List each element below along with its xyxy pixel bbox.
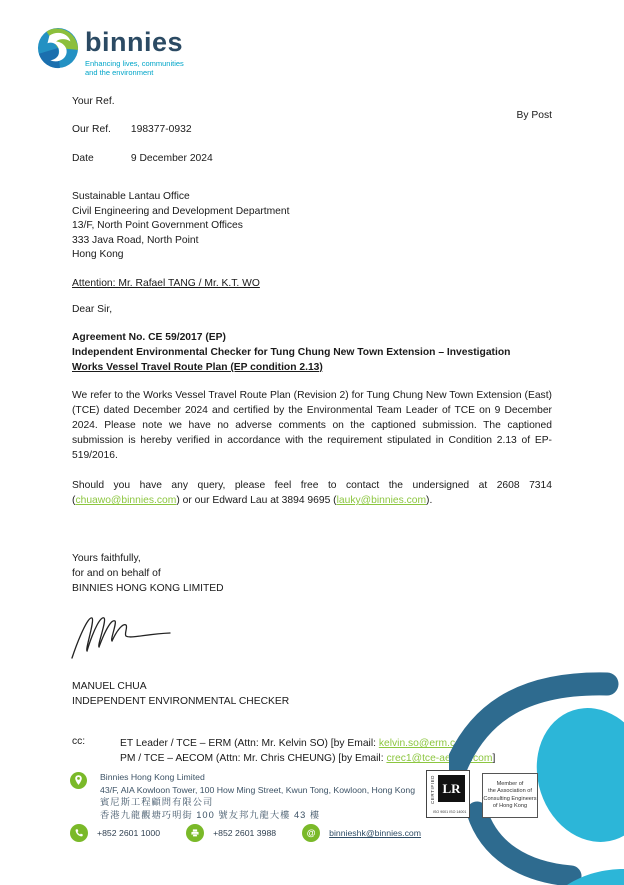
recipient-line: 13/F, North Point Government Offices [72, 220, 243, 232]
lr-iso-text: ISO 9001 ISO 14001 [433, 810, 467, 814]
body-paragraph-1: We refer to the Works Vessel Travel Route Plan (Revision 2) for Tung Chung New Town Extension (East) (TCE) dated December 2024 and certified by the Environmental Team Leader of TCE on 9 December 2024. Please note we have no adverse comments on the captioned submission. The captioned submission is hereby verified in accordance with the requirement stipulated in Condition 2.13 of EP-519/2016. [72, 390, 552, 462]
at-icon: @ [302, 824, 320, 842]
cc-text: ] [469, 738, 473, 749]
para2-text: Should you have any query, please feel free to contact the undersigned at 2608 7314 ( [72, 480, 552, 507]
email-contact [302, 824, 421, 842]
location-pin-icon [70, 772, 87, 792]
ace-member-mark [482, 773, 538, 818]
signer-title: INDEPENDENT ENVIRONMENTAL CHECKER [72, 696, 290, 707]
subject-line-2: Independent Environmental Checker for Tung Chung New Town Extension – Investigation [72, 347, 511, 358]
member-line: Member of [496, 780, 524, 787]
footer-company-en: Binnies Hong Kong Limited [100, 772, 205, 782]
signer-name: MANUEL CHUA [72, 681, 147, 692]
phone-icon [70, 824, 88, 842]
subject-block [72, 330, 552, 375]
your-ref-label: Your Ref. [72, 96, 115, 107]
handwritten-signature [66, 606, 196, 667]
cc-text: PM / TCE – AECOM (Attn: Mr. Chris CHEUNG) [by Email: [120, 753, 387, 764]
our-ref-label: Our Ref. [72, 124, 111, 135]
binnies-logo [37, 27, 184, 77]
signer-block [72, 679, 289, 709]
recipient-line: Sustainable Lantau Office [72, 191, 190, 202]
lr-certified-label: CERTIFIED [430, 774, 436, 805]
footer-company-zh: 賓尼斯工程顧問有限公司 [100, 797, 214, 807]
para2-text: ) or our Edward Lau at 3894 9695 ( [176, 495, 337, 507]
recipient-address [72, 190, 290, 263]
member-line: Consulting Engineers [483, 795, 537, 802]
body-paragraph-2 [72, 478, 552, 508]
subject-line-3: Works Vessel Travel Route Plan (EP condition 2.13) [72, 362, 323, 373]
footer-address [100, 771, 415, 821]
date-label: Date [72, 153, 94, 164]
email-link-crec1[interactable]: crec1@tce-aecom.com [386, 753, 493, 764]
cc-label: cc: [72, 736, 86, 747]
member-line: of Hong Kong [492, 803, 528, 809]
email-link-chuawo[interactable]: chuawo@binnies.com [75, 495, 177, 507]
footer-email-link[interactable]: binnieshk@binnies.com [329, 828, 422, 838]
para2-text: ). [426, 495, 433, 507]
fax-contact [186, 824, 276, 842]
email-link-kelvin-so[interactable]: kelvin.so@erm.com [378, 738, 470, 749]
fax-number: +852 2601 3988 [213, 828, 277, 838]
closing-line: for and on behalf of [72, 568, 161, 579]
salutation: Dear Sir, [72, 304, 113, 315]
email-link-lauky[interactable]: lauky@binnies.com [336, 495, 427, 507]
footer-address-en: 43/F, AIA Kowloon Tower, 100 How Ming Street, Kwun Tong, Kowloon, Hong Kong [100, 784, 416, 795]
phone-contact [70, 824, 160, 842]
lr-certified-mark [426, 770, 470, 818]
phone-number: +852 2601 1000 [97, 828, 161, 838]
cc-text: ] [492, 753, 496, 764]
recipient-line: 333 Java Road, North Point [72, 234, 199, 246]
delivery-method: By Post [516, 110, 552, 121]
closing-line: Yours faithfully, [72, 553, 141, 564]
logo-tagline: Enhancing lives, communities and the environment [85, 59, 184, 77]
member-line: the Association of [488, 788, 532, 794]
date-value: 9 December 2024 [130, 153, 213, 164]
our-ref-value: 198377-0932 [130, 124, 192, 135]
fax-icon [186, 824, 204, 842]
footer-contact-row [70, 824, 447, 842]
footer [0, 770, 624, 885]
closing-block [72, 551, 224, 596]
closing-line: BINNIES HONG KONG LIMITED [72, 583, 224, 594]
attention-line: Attention: Mr. Rafael TANG / Mr. K.T. WO [72, 278, 260, 289]
our-ref-row [72, 124, 192, 135]
recipient-line: Civil Engineering and Development Department [72, 205, 290, 217]
date-row [72, 153, 213, 164]
lr-logo: LR [438, 775, 465, 802]
your-ref-row [72, 96, 128, 107]
binnies-swirl-icon [37, 27, 79, 72]
logo-wordmark: binnies [85, 27, 184, 57]
recipient-line: Hong Kong [72, 249, 124, 261]
footer-address-zh: 香港九龍觀塘巧明街 100 號友邦九龍大樓 43 樓 [100, 809, 321, 820]
subject-line-1: Agreement No. CE 59/2017 (EP) [72, 332, 226, 343]
cc-text: ET Leader / TCE – ERM (Attn: Mr. Kelvin SO) [by Email: [120, 738, 379, 749]
